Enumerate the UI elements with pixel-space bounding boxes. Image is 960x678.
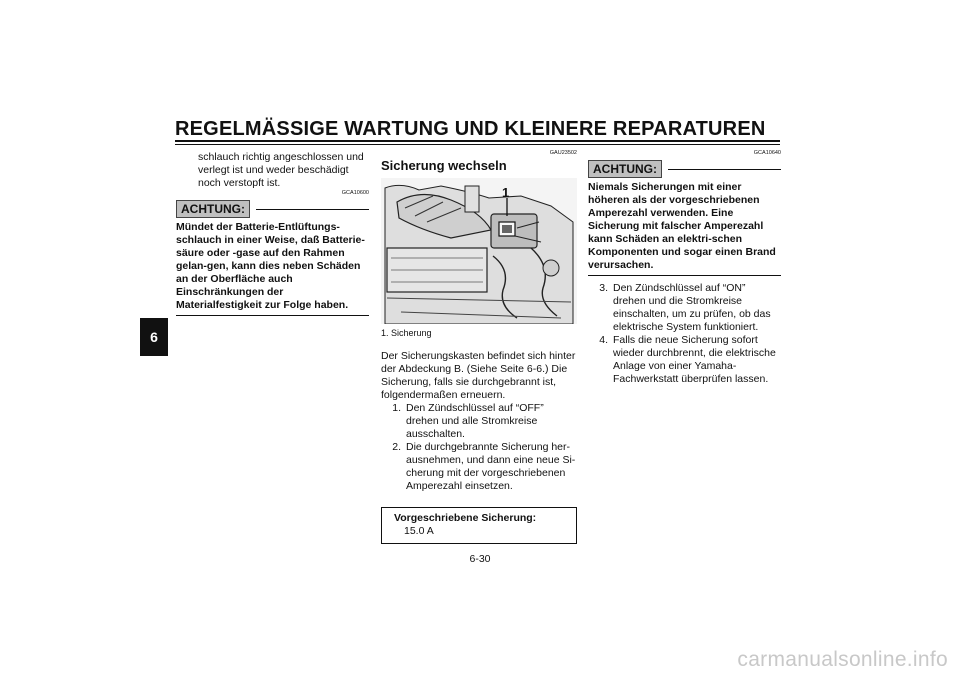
step-text: Falls die neue Sicherung sofort wieder durchbrennt, die elektrische Anlage von einer Yamaha-Fachwerkstatt überprüfen lassen. xyxy=(613,334,776,385)
reference-code: GCA10600 xyxy=(341,190,369,196)
header-rule-thin xyxy=(175,144,780,145)
section-title: Sicherung wechseln xyxy=(381,158,507,173)
reference-code: GAU23502 xyxy=(549,150,577,156)
intro-text: schlauch richtig angeschlossen und verlegt ist und weder beschädigt noch verstopft ist. xyxy=(198,151,364,189)
step-text: Den Zündschlüssel auf “OFF” drehen und alle Stromkreise ausschalten. xyxy=(406,402,544,440)
fuse-box-photo xyxy=(381,178,577,324)
body-paragraph: Der Sicherungskasten befindet sich hinter der Abdeckung B. (Siehe Seite 6-6.) Die Sicherung, falls sie durchgebrannt ist, folgendermaßen erneuern. xyxy=(381,350,576,401)
step-list xyxy=(588,282,781,386)
caution-header xyxy=(588,160,781,178)
step-number: 1. xyxy=(392,402,401,414)
caution-text: Niemals Sicherungen mit einer höheren als der vorgeschriebenen Amperezahl verwenden. Eine Sicherung mit falscher Amperezahl kann Schäden an elektri-schen Komponenten und sogar einen Brand verursachen. xyxy=(588,181,776,271)
caution-end-rule xyxy=(588,275,781,276)
caution-label: ACHTUNG: xyxy=(588,160,662,178)
specification-value: 15.0 A xyxy=(404,525,434,537)
step-number: 2. xyxy=(392,441,401,453)
figure-caption: 1. Sicherung xyxy=(381,328,432,338)
column-right xyxy=(588,150,781,386)
caution-text: Mündet der Batterie-Entlüftungs-schlauch in einer Weise, daß Batterie-säure oder -gase auf den Rahmen gelan-gen, kann dies neben Schäden an der Oberfläche auch Einschränkungen der Materialfestigkeit zur Folge haben. xyxy=(176,221,365,311)
header-rule xyxy=(175,140,780,142)
caution-end-rule xyxy=(176,315,369,316)
chapter-tab: 6 xyxy=(140,318,168,356)
step-list xyxy=(381,402,577,493)
step-number: 4. xyxy=(599,334,608,346)
step-number: 3. xyxy=(599,282,608,294)
page-number: 6-30 xyxy=(469,553,491,565)
caution-rule xyxy=(668,169,781,170)
watermark: carmanualsonline.info xyxy=(737,648,948,671)
caution-rule xyxy=(256,209,369,210)
figure-callout-label: 1 xyxy=(502,185,510,200)
list-item xyxy=(381,441,577,493)
specification-box xyxy=(381,507,577,544)
reference-code: GCA10640 xyxy=(753,150,781,156)
list-item xyxy=(588,334,781,386)
list-item xyxy=(381,402,577,441)
list-item xyxy=(588,282,781,334)
specification-label: Vorgeschriebene Sicherung: xyxy=(394,512,537,524)
column-left xyxy=(176,151,369,316)
column-middle xyxy=(381,150,577,544)
page-header-title: REGELMÄSSIGE WARTUNG UND KLEINERE REPARATUREN xyxy=(175,118,766,140)
caution-header xyxy=(176,200,369,218)
step-text: Die durchgebrannte Sicherung her-ausnehmen, und dann eine neue Si-cherung mit der vorgeschriebenen Amperezahl einsetzen. xyxy=(406,441,576,492)
caution-label: ACHTUNG: xyxy=(176,200,250,218)
step-text: Den Zündschlüssel auf “ON” drehen und die Stromkreise einschalten, um zu prüfen, ob das elektrische System funktioniert. xyxy=(613,282,771,333)
